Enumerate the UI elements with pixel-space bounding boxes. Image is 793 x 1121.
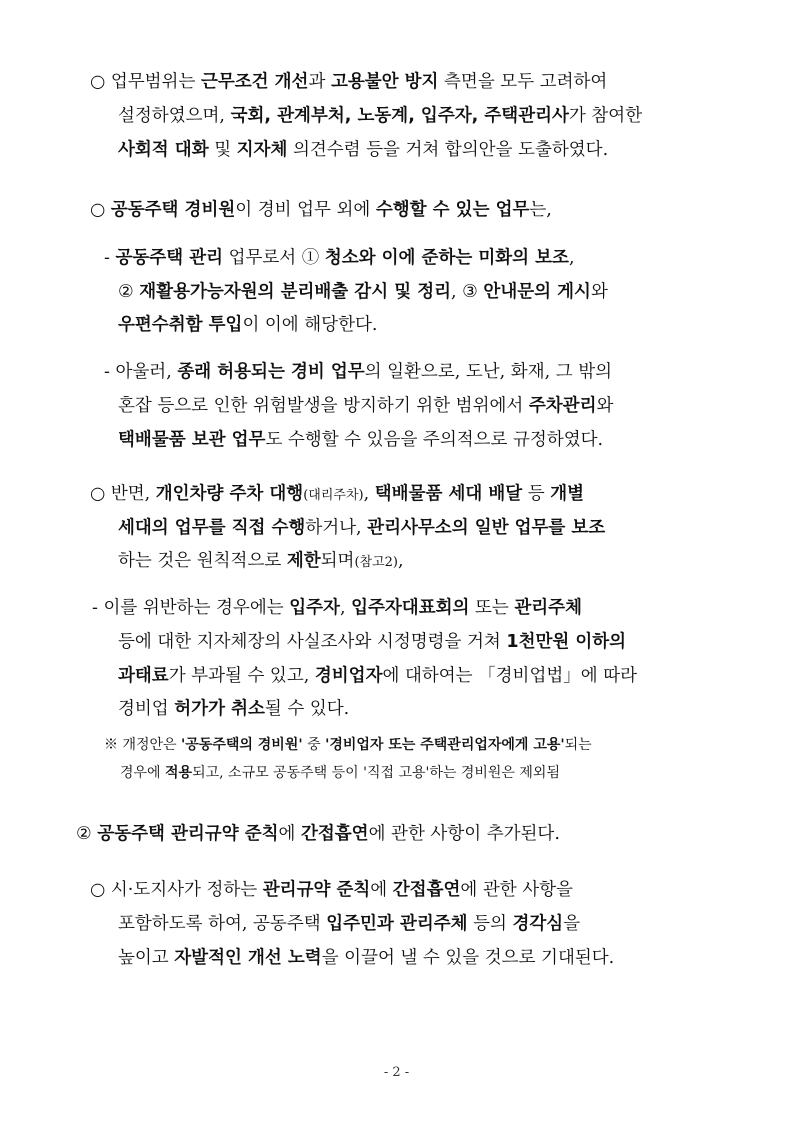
text: 되며 bbox=[320, 551, 355, 571]
text: 에 bbox=[278, 824, 301, 844]
text: , bbox=[363, 484, 375, 504]
para4-line1 bbox=[104, 360, 612, 384]
bold-text: 지자체 bbox=[236, 140, 288, 160]
text: 가 부과될 수 있고, bbox=[168, 666, 315, 686]
text: 등 bbox=[522, 484, 551, 504]
text: (참고2) bbox=[354, 555, 398, 570]
bold-text: 주차관리 bbox=[528, 396, 597, 416]
text: 이 이에 해당한다. bbox=[242, 315, 378, 335]
para1-line2 bbox=[118, 104, 642, 128]
bold-text: 적용 bbox=[165, 765, 193, 781]
bold-text: 수행할 수 있는 업무 bbox=[375, 200, 530, 220]
section2-heading bbox=[76, 822, 560, 846]
text: 에 관한 사항이 추가된다. bbox=[368, 824, 560, 844]
text: ○ bbox=[90, 72, 111, 92]
text: , ③ bbox=[451, 282, 484, 302]
bold-text: 근무조건 개선 bbox=[200, 72, 309, 92]
bold-text: 청소와 이에 준하는 미화의 보조 bbox=[324, 248, 569, 268]
para4-line2 bbox=[118, 394, 613, 418]
bold-text: 종래 허용되는 경비 업무 bbox=[177, 362, 365, 382]
bold-text: 재활용가능자원의 분리배출 감시 및 정리 bbox=[139, 282, 452, 302]
bold-text: 고용불안 방지 bbox=[330, 72, 439, 92]
note-line2 bbox=[120, 763, 560, 783]
bold-text: 입주자 bbox=[289, 598, 340, 618]
text: - bbox=[104, 248, 116, 268]
text: 도 수행할 수 있음을 주의적으로 규정하였다. bbox=[265, 430, 604, 450]
para7-line2 bbox=[118, 912, 580, 936]
text: 업무범위는 bbox=[110, 72, 201, 92]
text: 포함하도록 하여, 공동주택 bbox=[118, 914, 327, 934]
para7-line1 bbox=[90, 878, 573, 902]
text: 에 bbox=[370, 880, 393, 900]
text: ※ 개정안은 bbox=[104, 737, 181, 753]
text: ○ 시·도지사가 정하는 bbox=[90, 880, 263, 900]
para5-line1 bbox=[90, 482, 584, 508]
text: 중 bbox=[302, 737, 326, 753]
text: 될 수 있다. bbox=[264, 699, 350, 719]
bold-text: 관리사무소의 일반 업무를 보조 bbox=[367, 518, 606, 538]
para5-line2 bbox=[118, 516, 605, 540]
bold-text: 개인차량 주차 대행 bbox=[155, 484, 304, 504]
para7-line3 bbox=[118, 946, 614, 970]
note-line1 bbox=[104, 735, 592, 755]
text: ○ bbox=[90, 200, 111, 220]
text: ○ 반면, bbox=[90, 484, 156, 504]
para4-line3 bbox=[118, 428, 603, 452]
text: , bbox=[339, 598, 352, 618]
bold-text: '경비업자 또는 주택관리업자에게 고용' bbox=[325, 737, 565, 753]
bold-text: 사회적 대화 bbox=[118, 140, 209, 160]
text: 의 일환으로, 도난, 화재, 그 밖의 bbox=[364, 362, 613, 382]
bold-text: 안내문의 게시 bbox=[483, 282, 591, 302]
text: 의견수렴 등을 거쳐 합의안을 도출하였다. bbox=[287, 140, 609, 160]
text: 업무로서 ① bbox=[223, 248, 325, 268]
para3-line2 bbox=[118, 280, 608, 304]
bold-text: 택배물품 보관 업무 bbox=[118, 430, 266, 450]
text: - 아울러, bbox=[104, 362, 178, 382]
bold-text: 허가가 취소 bbox=[174, 699, 265, 719]
text: 등의 bbox=[467, 914, 513, 934]
para1-line3 bbox=[118, 138, 608, 162]
bold-text: 과태료 bbox=[118, 666, 169, 686]
page-number: - 2 - bbox=[383, 1065, 410, 1080]
text: 되고, 소규모 공동주택 등이 '직접 고용'하는 경비원은 제외됨 bbox=[192, 765, 560, 781]
text: 에 관한 사항을 bbox=[460, 880, 573, 900]
bold-text: 입주민과 관리주체 bbox=[326, 914, 468, 934]
text: 및 bbox=[208, 140, 237, 160]
text: 또는 bbox=[469, 598, 515, 618]
para1-line1 bbox=[90, 70, 607, 94]
text: ② bbox=[76, 824, 98, 844]
text: 가 참여한 bbox=[568, 106, 643, 126]
para6-line3 bbox=[118, 664, 637, 688]
bold-text: 경각심 bbox=[512, 914, 564, 934]
para2-line1 bbox=[90, 198, 552, 222]
text: 혼잡 등으로 인한 위험발생을 방지하기 위한 범위에서 bbox=[118, 396, 529, 416]
text: 높이고 bbox=[118, 948, 175, 968]
text: 되는 bbox=[564, 737, 592, 753]
bold-text: 공동주택 관리규약 준칙 bbox=[97, 824, 279, 844]
text: , bbox=[568, 248, 575, 268]
text: - 이를 위반하는 경우에는 bbox=[92, 598, 290, 618]
text: 과 bbox=[308, 72, 331, 92]
text: 하는 것은 원칙적으로 bbox=[118, 551, 287, 571]
bold-text: 택배물품 세대 배달 bbox=[374, 484, 523, 504]
para6-line4 bbox=[118, 697, 349, 721]
text: (대리주차) bbox=[303, 488, 364, 503]
para6-line2 bbox=[118, 630, 626, 654]
bold-text: 세대의 업무를 직접 수행 bbox=[118, 518, 306, 538]
text: 하거나, bbox=[305, 518, 368, 538]
bold-text: '공동주택의 경비원' bbox=[181, 737, 303, 753]
text: ② bbox=[118, 282, 140, 302]
bold-text: 경비업자 bbox=[314, 666, 383, 686]
bold-text: 간접흡연 bbox=[300, 824, 369, 844]
text: , bbox=[398, 551, 404, 571]
bold-text: 자발적인 개선 노력 bbox=[174, 948, 322, 968]
para6-line1 bbox=[92, 596, 582, 620]
text: 경우에 bbox=[120, 765, 166, 781]
bold-text: 관리주체 bbox=[514, 598, 582, 618]
para3-line1 bbox=[104, 246, 575, 270]
text: 와 bbox=[590, 282, 608, 302]
text: 등에 대한 지자체장의 사실조사와 시정명령을 거쳐 bbox=[118, 632, 507, 652]
text: 측면을 모두 고려하여 bbox=[438, 72, 608, 92]
bold-text: 우편수취함 투입 bbox=[118, 315, 243, 335]
text: 와 bbox=[596, 396, 614, 416]
text: 에 대하여는 「경비업법」에 따라 bbox=[382, 666, 638, 686]
bold-text: 입주자대표회의 bbox=[351, 598, 470, 618]
text: 을 이끌어 낼 수 있을 것으로 기대된다. bbox=[321, 948, 615, 968]
bold-text: 간접흡연 bbox=[392, 880, 461, 900]
bold-text: 공동주택 경비원 bbox=[110, 200, 236, 220]
text: 는, bbox=[529, 200, 552, 220]
text: 경비업 bbox=[118, 699, 175, 719]
bold-text: 공동주택 관리 bbox=[115, 248, 224, 268]
bold-text: 관리규약 준칙 bbox=[262, 880, 371, 900]
text: 을 bbox=[563, 914, 581, 934]
bold-text: 국회, 관계부처, 노동계, 입주자, 주택관리사 bbox=[230, 106, 569, 126]
bold-text: 제한 bbox=[286, 551, 321, 571]
bold-text: 1천만원 이하의 bbox=[506, 632, 627, 652]
text: 설정하였으며, bbox=[118, 106, 231, 126]
para5-line3 bbox=[118, 549, 404, 575]
bold-text: 개별 bbox=[550, 484, 585, 504]
text: 이 경비 업무 외에 bbox=[235, 200, 376, 220]
para3-line3 bbox=[118, 313, 377, 337]
